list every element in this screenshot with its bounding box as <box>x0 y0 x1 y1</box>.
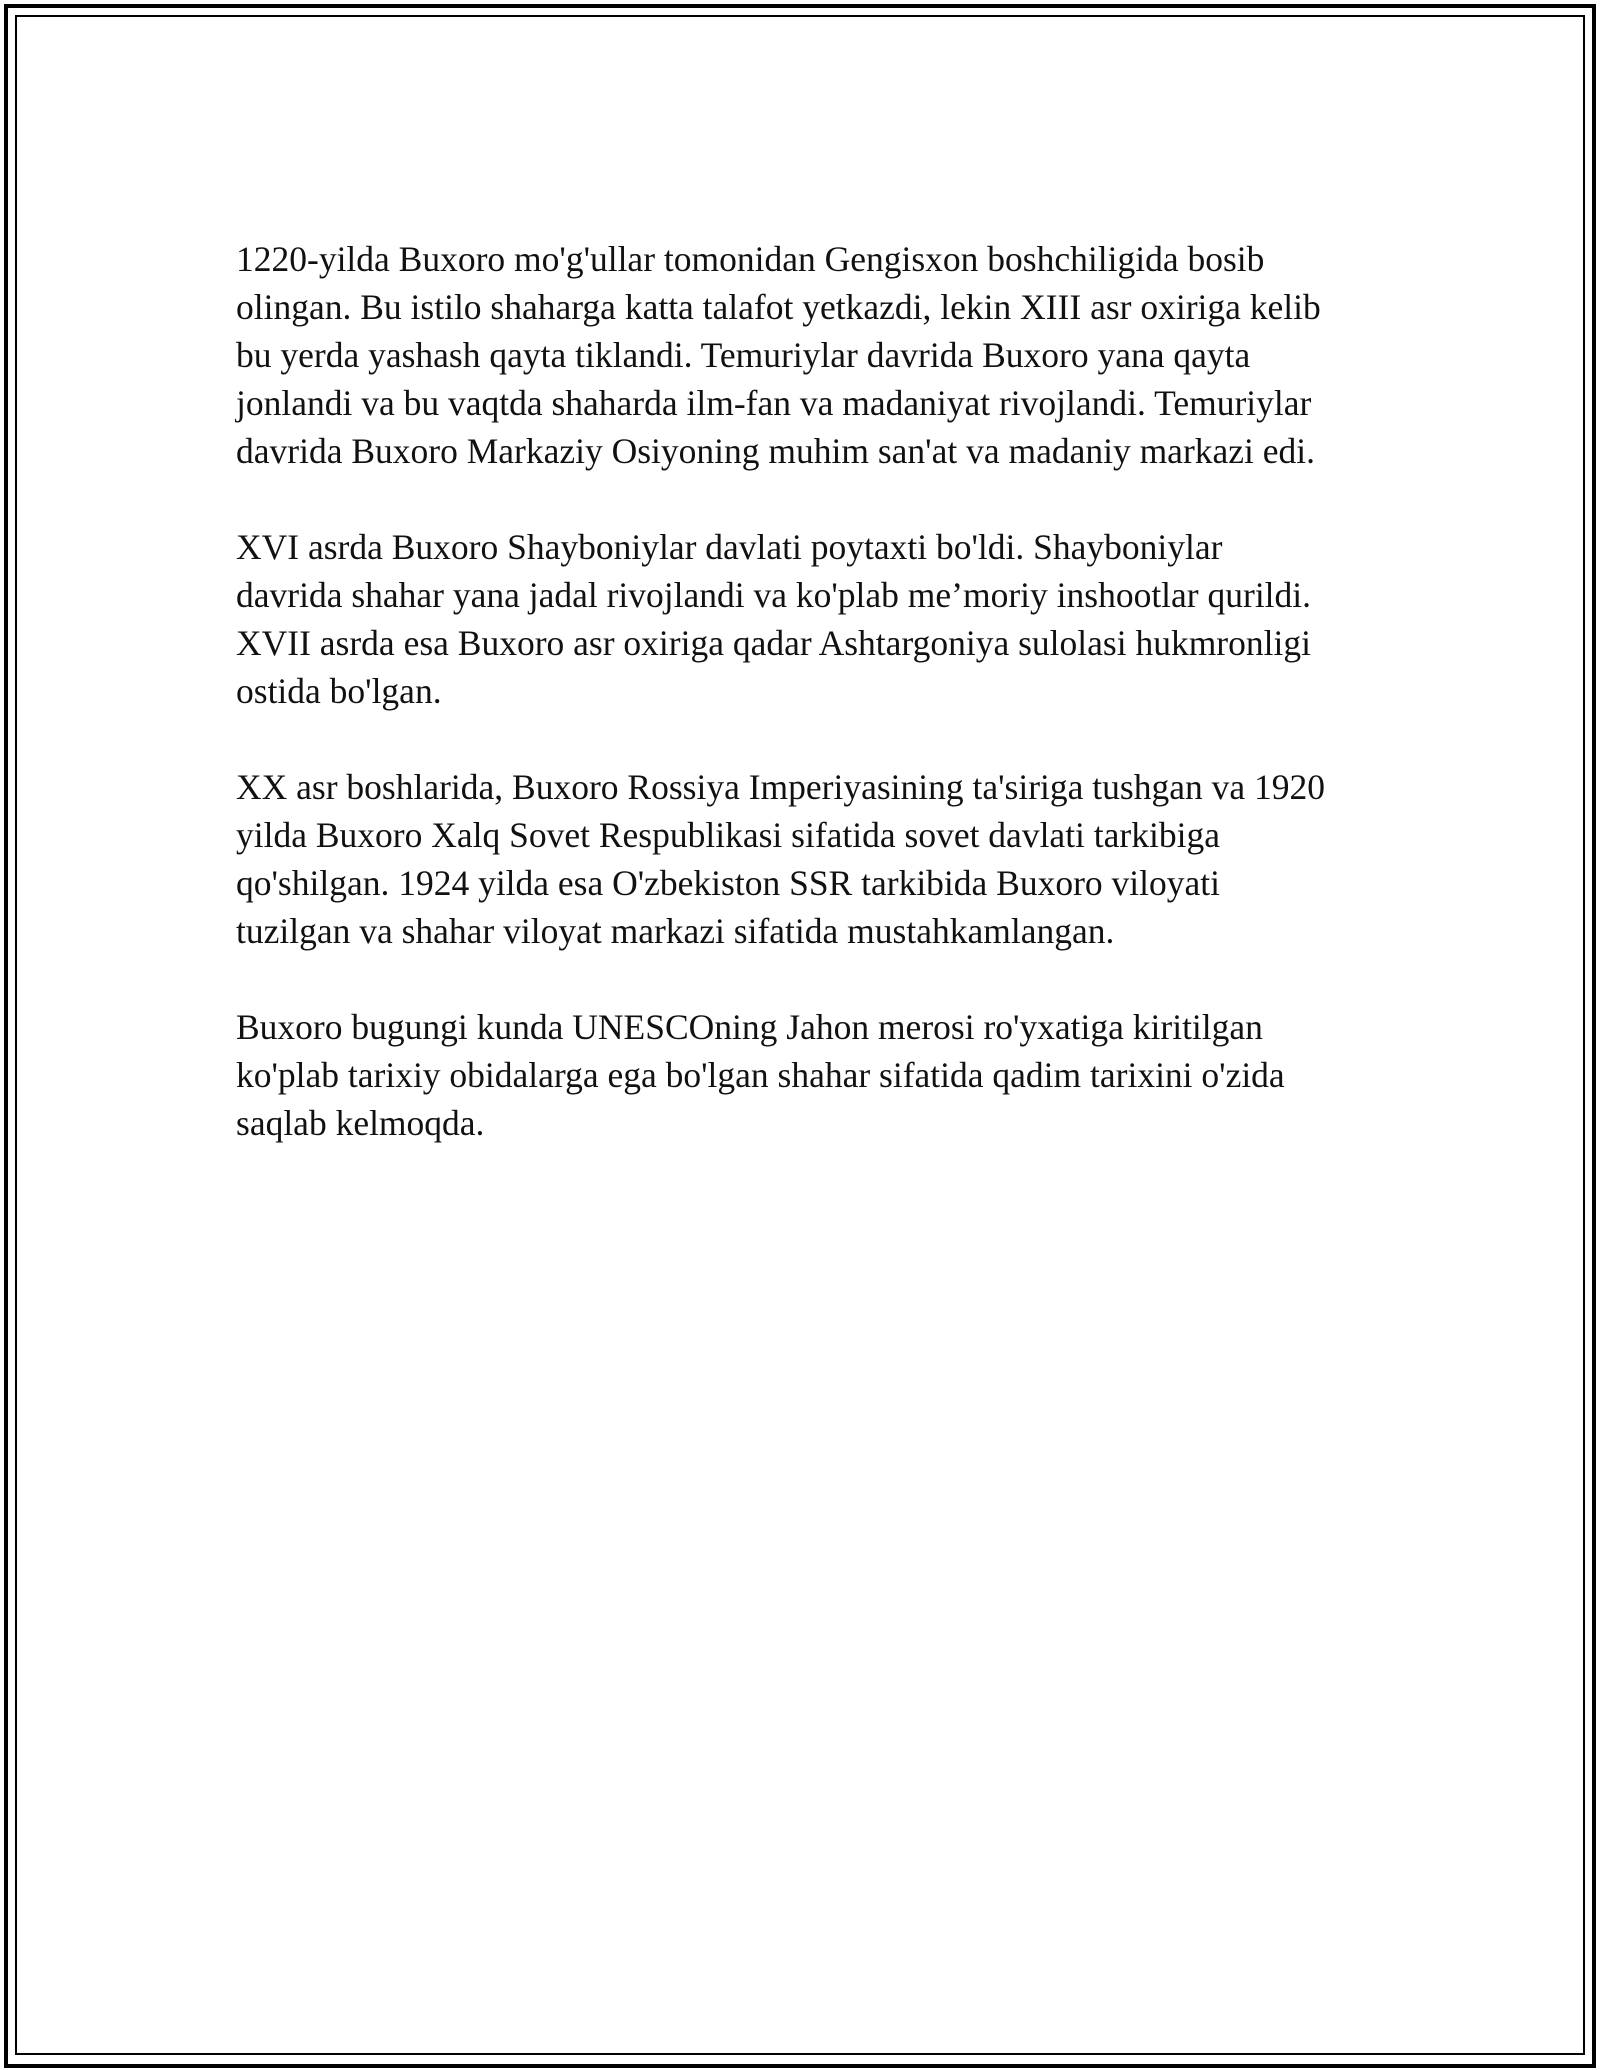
text-line: yilda Buxoro Xalq Sovet Respublikasi sifatida sovet davlati tarkibiga <box>236 815 1220 855</box>
text-line: saqlab kelmoqda. <box>236 1103 485 1143</box>
paragraph-2 <box>236 523 1366 715</box>
document-body <box>236 235 1366 1195</box>
text-line: ostida bo'lgan. <box>236 671 442 711</box>
text-line: davrida shahar yana jadal rivojlandi va ko'plab me’moriy inshootlar qurildi. <box>236 575 1312 615</box>
paragraph-4 <box>236 1003 1366 1147</box>
text-line: ko'plab tarixiy obidalarga ega bo'lgan shahar sifatida qadim tarixini o'zida <box>236 1055 1285 1095</box>
text-line: olingan. Bu istilo shaharga katta talafot yetkazdi, lekin XIII asr oxiriga kelib <box>236 287 1321 327</box>
text-line: Buxoro bugungi kunda UNESCOning Jahon merosi ro'yxatiga kiritilgan <box>236 1007 1263 1047</box>
text-line: davrida Buxoro Markaziy Osiyoning muhim san'at va madaniy markazi edi. <box>236 431 1316 471</box>
text-line: qo'shilgan. 1924 yilda esa O'zbekiston SSR tarkibida Buxoro viloyati <box>236 863 1221 903</box>
text-line: tuzilgan va shahar viloyat markazi sifatida mustahkamlangan. <box>236 911 1115 951</box>
text-line: bu yerda yashash qayta tiklandi. Temuriylar davrida Buxoro yana qayta <box>236 335 1251 375</box>
paragraph-3 <box>236 763 1366 955</box>
text-line: XVI asrda Buxoro Shayboniylar davlati poytaxti bo'ldi. Shayboniylar <box>236 527 1223 567</box>
text-line: jonlandi va bu vaqtda shaharda ilm-fan va madaniyat rivojlandi. Temuriylar <box>236 383 1312 423</box>
text-line: 1220-yilda Buxoro mo'g'ullar tomonidan Gengisxon boshchiligida bosib <box>236 239 1265 279</box>
text-line: XVII asrda esa Buxoro asr oxiriga qadar Ashtargoniya sulolasi hukmronligi <box>236 623 1311 663</box>
text-line: XX asr boshlarida, Buxoro Rossiya Imperiyasining ta'siriga tushgan va 1920 <box>236 767 1325 807</box>
paragraph-1 <box>236 235 1366 475</box>
